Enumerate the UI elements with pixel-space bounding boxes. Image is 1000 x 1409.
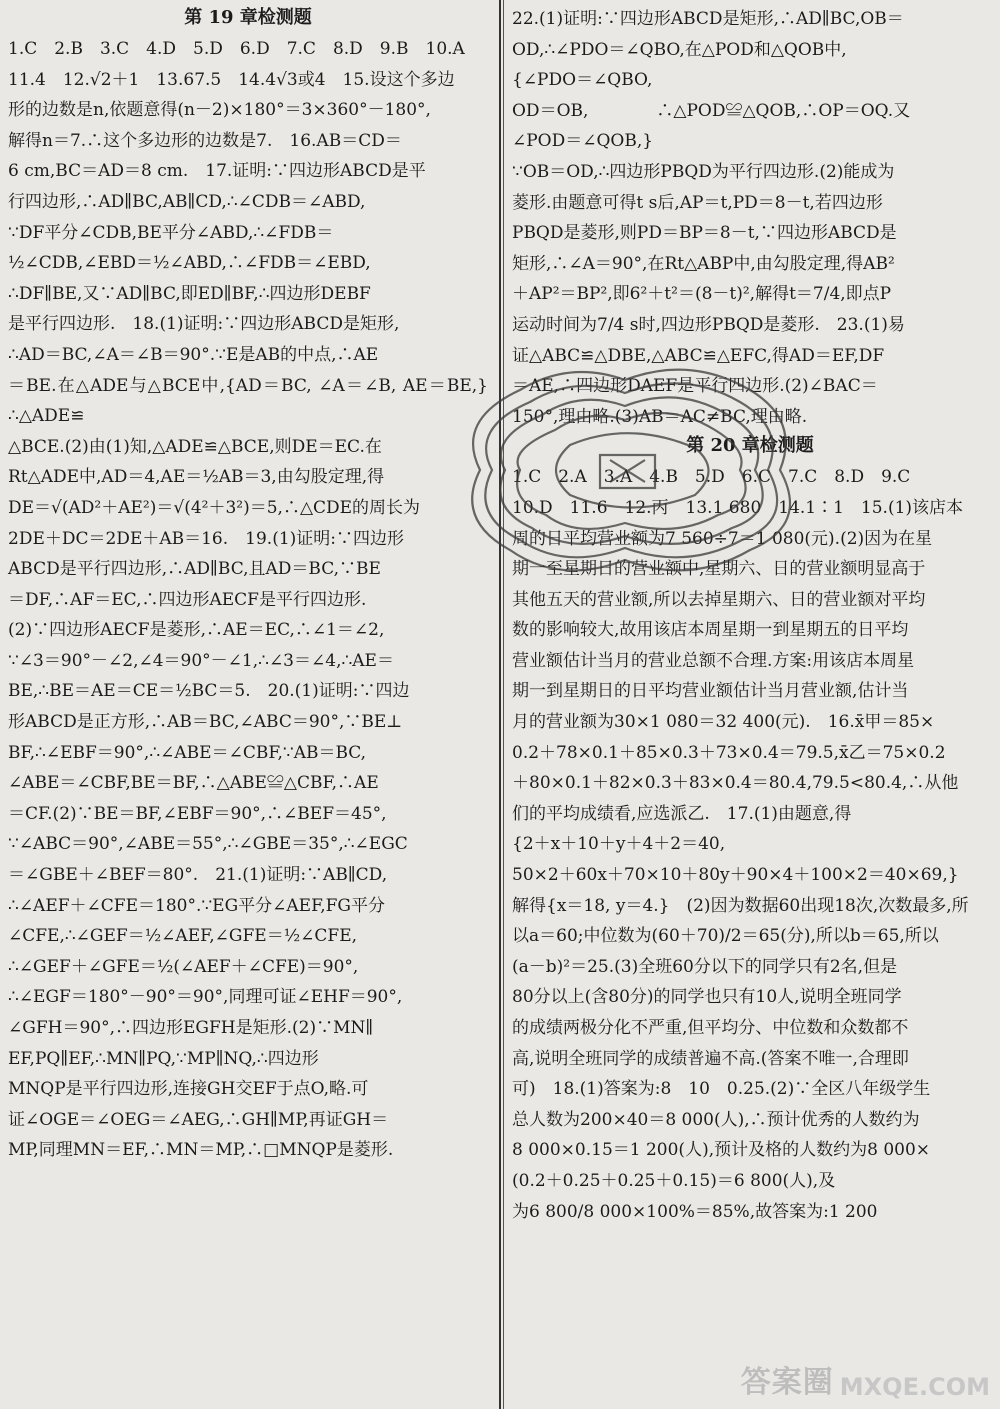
answer-line: 期一到星期日的日平均营业额估计当月营业额,估计当: [512, 681, 909, 702]
answer-line: 2DE＋DC＝2DE＋AB＝16. 19.(1)证明:∵四边形: [8, 528, 404, 549]
answer-line: 月的营业额为30×1 080＝32 400(元). 16.x̄甲＝85×: [512, 712, 935, 733]
answer-line: ∠CFE,∴∠GEF＝½∠AEF,∠GFE＝½∠CFE,: [8, 926, 358, 947]
chapter20-answers: [512, 462, 988, 1227]
answer-line: ＝∠GBE＋∠BEF＝80°. 21.(1)证明:∵AB∥CD,: [8, 865, 388, 886]
answer-line: 总人数为200×40＝8 000(人),∴预计优秀的人数约为: [512, 1109, 920, 1130]
answer-line: 证△ABC≌△DBE,△ABC≌△EFC,得AD＝EF,DF: [512, 345, 885, 366]
watermark-logo: 答案圈: [740, 1365, 834, 1400]
answer-line: 80分以上(含80分)的同学也只有10人,说明全班同学: [512, 987, 902, 1008]
answer-line: 们的平均成绩看,应选派乙. 17.(1)由题意,得: [512, 803, 852, 824]
answer-line: 可) 18.(1)答案为:8 10 0.25.(2)∵全区八年级学生: [512, 1079, 931, 1100]
answer-line: 150°,理由略.(3)AB＝AC≠BC,理由略.: [512, 406, 808, 427]
chapter19-answers-continued: [512, 4, 988, 432]
answer-line: 期一至星期日的营业额中,星期六、日的营业额明显高于: [512, 559, 926, 580]
answer-line: 10.D 11.6 12.丙 13.1 680 14.1∶1 15.(1)该店本: [512, 497, 964, 518]
answer-line: ½∠CDB,∠EBD＝½∠ABD,∴∠FDB＝∠EBD,: [8, 253, 371, 274]
answer-line: ∵DF平分∠CDB,BE平分∠ABD,∴∠FDB＝: [8, 222, 334, 243]
answer-line: 高,说明全班同学的成绩普遍不高.(答案不唯一,合理即: [512, 1048, 909, 1069]
column-divider: [499, 0, 501, 1409]
answer-line: PBQD是菱形,则PD＝BP＝8－t,∵四边形ABCD是: [512, 223, 897, 244]
answer-line: ∴∠GEF＋∠GFE＝½(∠AEF＋∠CFE)＝90°,: [8, 956, 359, 977]
answer-line: {∠PDO＝∠QBO,: [512, 70, 653, 91]
answer-line: Rt△ADE中,AD＝4,AE＝½AB＝3,由勾股定理,得: [8, 467, 385, 488]
answer-line: 周的日平均营业额为7 560÷7＝1 080(元).(2)因为在星: [512, 528, 933, 549]
chapter19-title: 第 19 章检测题: [184, 7, 312, 28]
answer-line: (2)∵四边形AECF是菱形,∴AE＝EC,∴∠1＝∠2,: [8, 620, 385, 641]
answer-line: MNQP是平行四边形,连接GH交EF于点O,略.可: [8, 1079, 369, 1100]
answer-line: 形的边数是n,依题意得(n－2)×180°＝3×360°－180°,: [8, 100, 431, 121]
answer-line: MP,同理MN＝EF,∴MN＝MP,∴□MNQP是菱形.: [8, 1140, 394, 1161]
answer-line: 的成绩两极分化不严重,但平均分、中位数和众数都不: [512, 1018, 909, 1038]
answer-line: EF,PQ∥EF,∴MN∥PQ,∵MP∥NQ,∴四边形: [8, 1048, 319, 1069]
answer-line: 形ABCD是正方形,∴AB＝BC,∠ABC＝90°,∵BE⊥: [8, 712, 403, 733]
answer-line: ＋AP²＝BP²,即6²＋t²＝(8－t)²,解得t＝7/4,即点P: [512, 284, 892, 305]
answer-line: ∴∠AEF＋∠CFE＝180°.∵EG平分∠AEF,FG平分: [8, 895, 386, 916]
answer-line: 为6 800/8 000×100%＝85%,故答案为:1 200: [512, 1201, 878, 1222]
answer-line: ∠ABE＝∠CBF,BE＝BF,∴△ABE≌△CBF,∴AE: [8, 773, 379, 794]
answer-line: 以a＝60;中位数为(60＋70)/2＝65(分),所以b＝65,所以: [512, 926, 939, 947]
answer-line: OD,∴∠PDO＝∠QBO,在△POD和△QOB中,: [512, 39, 847, 60]
left-column: [0, 0, 496, 1409]
watermark: [741, 1357, 990, 1401]
answer-line: BE,∴BE＝AE＝CE＝½BC＝5. 20.(1)证明:∵四边: [8, 681, 410, 702]
answer-line: ∴AD＝BC,∠A＝∠B＝90°.∵E是AB的中点,∴AE: [8, 344, 379, 365]
answer-line: 解得{x＝18, y＝4.} (2)因为数据60出现18次,次数最多,所: [512, 895, 969, 916]
answer-line: OD＝OB, ∴△POD≌△QOB,∴OP＝OQ.又: [512, 100, 911, 121]
answer-line: ∴∠EGF＝180°－90°＝90°,同理可证∠EHF＝90°,: [8, 987, 403, 1008]
answer-line: 其他五天的营业额,所以去掉星期六、日的营业额对平均: [512, 589, 926, 610]
answer-line: ＝AE,∴四边形DAEF是平行四边形.(2)∠BAC＝: [512, 376, 878, 397]
answer-line: 6 cm,BC＝AD＝8 cm. 17.证明:∵四边形ABCD是平: [8, 161, 426, 182]
answer-line: 8 000×0.15＝1 200(人),预计及格的人数约为8 000×: [512, 1140, 931, 1161]
answer-line: 解得n＝7.∴这个多边形的边数是7. 16.AB＝CD＝: [8, 130, 402, 151]
answer-line: 是平行四边形. 18.(1)证明:∵四边形ABCD是矩形,: [8, 314, 400, 335]
answer-line: 菱形.由题意可得t s后,AP＝t,PD＝8－t,若四边形: [512, 192, 883, 213]
answer-line: 运动时间为7/4 s时,四边形PBQD是菱形. 23.(1)易: [512, 314, 905, 335]
answer-line: 证∠OGE＝∠OEG＝∠AEG,∴GH∥MP,再证GH＝: [8, 1109, 389, 1130]
answer-line: △BCE.(2)由(1)知,△ADE≌△BCE,则DE＝EC.在: [8, 436, 382, 457]
answer-line: ＝CF.(2)∵BE＝BF,∠EBF＝90°,∴∠BEF＝45°,: [8, 803, 387, 824]
answer-line: ∵∠3＝90°－∠2,∠4＝90°－∠1,∴∠3＝∠4,∴AE＝: [8, 650, 394, 671]
answer-line: 数的影响较大,故用该店本周星期一到星期五的日平均: [512, 620, 909, 641]
right-column: [504, 0, 1000, 1409]
answer-line: 行四边形,∴AD∥BC,AB∥CD,∴∠CDB＝∠ABD,: [8, 191, 366, 212]
answer-line: 矩形,∴∠A＝90°,在Rt△ABP中,由勾股定理,得AB²: [512, 253, 895, 274]
chapter19-answers: [8, 34, 488, 1166]
answer-line: (0.2＋0.25＋0.25＋0.15)＝6 800(人),及: [512, 1170, 836, 1191]
answer-line: ＝DF,∴AF＝EC,∴四边形AECF是平行四边形.: [8, 589, 367, 610]
answer-line: (a－b)²＝25.(3)全班60分以下的同学只有2名,但是: [512, 956, 898, 977]
answer-line: 11.4 12.√2＋1 13.67.5 14.4√3或4 15.设这个多边: [8, 69, 455, 90]
chapter20-title: 第 20 章检测题: [686, 435, 814, 457]
answer-line: 营业额估计当月的营业总额不合理.方案:用该店本周星: [512, 650, 915, 671]
answer-line: ∠POD＝∠QOB,}: [512, 131, 654, 152]
watermark-url: MXQE.COM: [839, 1373, 990, 1401]
answer-line: 1.C 2.A 3.A 4.B 5.D 6.C 7.C 8.D 9.C: [512, 467, 911, 488]
answer-line: 0.2＋78×0.1＋85×0.3＋73×0.4＝79.5,x̄乙＝75×0.2: [512, 742, 946, 763]
answer-line: 50×2＋60x＋70×10＋80y＋90×4＋100×2＝40×69,}: [512, 865, 959, 886]
answer-line: ＋80×0.1＋82×0.3＋83×0.4＝80.4,79.5<80.4,∴从他: [512, 773, 959, 794]
answer-line: 1.C 2.B 3.C 4.D 5.D 6.D 7.C 8.D 9.B 10.A: [8, 39, 465, 59]
answer-line: ＝BE.在△ADE与△BCE中,{AD＝BC, ∠A＝∠B, AE＝BE,} ∴△ADE≌: [8, 375, 488, 427]
answer-line: ∠GFH＝90°,∴四边形EGFH是矩形.(2)∵MN∥: [8, 1018, 374, 1038]
answer-line: {2＋x＋10＋y＋4＋2＝40,: [512, 834, 726, 855]
answer-line: BF,∴∠EBF＝90°,∴∠ABE＝∠CBF,∵AB＝BC,: [8, 742, 367, 763]
answer-line: DE＝√(AD²＋AE²)＝√(4²＋3²)＝5,∴△CDE的周长为: [8, 497, 421, 518]
answer-line: ∵∠ABC＝90°,∠ABE＝55°,∴∠GBE＝35°,∴∠EGC: [8, 834, 408, 855]
answer-line: ABCD是平行四边形,∴AD∥BC,且AD＝BC,∵BE: [8, 559, 381, 580]
answer-line: ∴DF∥BE,又∵AD∥BC,即ED∥BF,∴四边形DEBF: [8, 283, 371, 304]
answer-line: ∵OB＝OD,∴四边形PBQD为平行四边形.(2)能成为: [512, 161, 895, 182]
answer-line: 22.(1)证明:∵四边形ABCD是矩形,∴AD∥BC,OB＝: [512, 9, 904, 29]
